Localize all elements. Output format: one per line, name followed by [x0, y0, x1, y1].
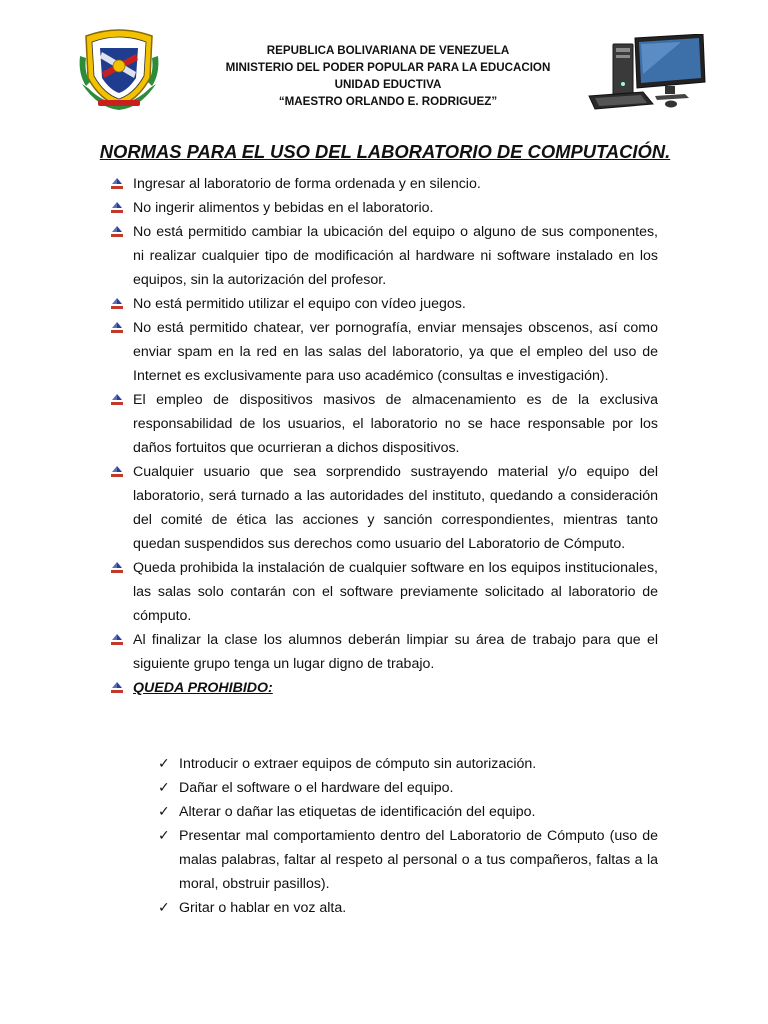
- rule-text: Cualquier usuario que sea sorprendido sustrayendo material y/o equipo del laboratorio, será turnado a las autoridades del instituto, quedando a consideración del comité de ética las acciones y sanción correspondientes, mientras tanto quedan suspendidos sus derechos como usuario del Laboratorio de Cómputo.: [133, 464, 658, 552]
- list-item: [108, 172, 658, 196]
- prohibited-item-text: Gritar o hablar en voz alta.: [179, 900, 347, 916]
- prohibited-heading: [108, 676, 658, 700]
- rule-text: El empleo de dispositivos masivos de almacenamiento es de la exclusiva responsabilidad de los usuarios, el laboratorio no se hace responsable por los daños fortuitos que ocurrieran a dichos dispositivos.: [133, 392, 658, 456]
- list-item: [108, 196, 658, 220]
- header-line-unit: UNIDAD EDUCTIVA: [334, 78, 442, 91]
- arrow-bullet-icon: [110, 393, 124, 407]
- school-crest-icon: [78, 26, 160, 110]
- prohibited-item-text: Dañar el software o el hardware del equipo.: [179, 780, 454, 796]
- rule-text: Al finalizar la clase los alumnos deberán limpiar su área de trabajo para que el siguiente grupo tenga un lugar digno de trabajo.: [133, 632, 658, 672]
- arrow-bullet-icon: [110, 297, 124, 311]
- arrow-bullet-icon: [110, 465, 124, 479]
- list-item: [158, 824, 658, 896]
- checkmark-icon: ✓: [158, 779, 170, 795]
- list-item: [108, 556, 658, 628]
- checkmark-icon: ✓: [158, 755, 170, 771]
- rule-text: Queda prohibida la instalación de cualquier software en los equipos institucionales, las salas solo contarán con el software previamente solicitado al laboratorio de cómputo.: [133, 560, 658, 624]
- checkmark-icon: ✓: [158, 827, 170, 843]
- prohibited-item-text: Introducir o extraer equipos de cómputo sin autorización.: [179, 756, 537, 772]
- arrow-bullet-icon: [110, 201, 124, 215]
- prohibited-item-text: Presentar mal comportamiento dentro del Laboratorio de Cómputo (uso de malas palabras, faltar al respeto al personal o a tus compañeros, faltas a la moral, obstruir pasillos).: [179, 828, 658, 892]
- arrow-bullet-icon: [110, 225, 124, 239]
- rule-text: No está permitido chatear, ver pornografía, enviar mensajes obscenos, así como enviar spam en la red en las salas del laboratorio, ya que el empleo del uso de Internet es exclusivamente para uso académico (consultas e investigación).: [133, 320, 658, 384]
- checkmark-icon: ✓: [158, 899, 170, 915]
- list-item: [158, 776, 658, 800]
- desktop-computer-icon: [585, 34, 707, 110]
- list-item: [158, 752, 658, 776]
- list-item: [108, 220, 658, 292]
- header-line-republic: REPUBLICA BOLIVARIANA DE VENEZUELA: [266, 44, 510, 57]
- rule-text: No ingerir alimentos y bebidas en el laboratorio.: [133, 200, 434, 216]
- rule-text: Ingresar al laboratorio de forma ordenada y en silencio.: [133, 176, 481, 192]
- list-item: [108, 292, 658, 316]
- list-item: [108, 460, 658, 556]
- arrow-bullet-icon: [110, 321, 124, 335]
- document-title: NORMAS PARA EL USO DEL LABORATORIO DE COMPUTACIÓN.: [99, 141, 671, 162]
- list-item: [158, 896, 658, 920]
- list-item: [158, 800, 658, 824]
- header-line-ministry: MINISTERIO DEL PODER POPULAR PARA LA EDUCACION: [225, 61, 551, 74]
- checkmark-icon: ✓: [158, 803, 170, 819]
- rule-text: No está permitido cambiar la ubicación del equipo o alguno de sus componentes, ni realizar cualquier tipo de modificación al hardware ni software instalado en los equipos, sin la autorización del profesor.: [133, 224, 658, 288]
- prohibited-item-text: Alterar o dañar las etiquetas de identificación del equipo.: [179, 804, 536, 820]
- rules-list: [108, 172, 658, 700]
- list-item: [108, 316, 658, 388]
- rule-text: No está permitido utilizar el equipo con vídeo juegos.: [133, 296, 466, 312]
- institution-header: [190, 42, 586, 110]
- list-item: [108, 388, 658, 460]
- prohibited-list: [158, 752, 658, 920]
- arrow-bullet-icon: [110, 633, 124, 647]
- list-item: [108, 628, 658, 676]
- prohibited-heading-text: QUEDA PROHIBIDO:: [133, 680, 273, 696]
- header-line-school: “MAESTRO ORLANDO E. RODRIGUEZ”: [278, 95, 498, 108]
- arrow-bullet-icon: [110, 561, 124, 575]
- arrow-bullet-icon: [110, 177, 124, 191]
- arrow-bullet-icon: [110, 681, 124, 695]
